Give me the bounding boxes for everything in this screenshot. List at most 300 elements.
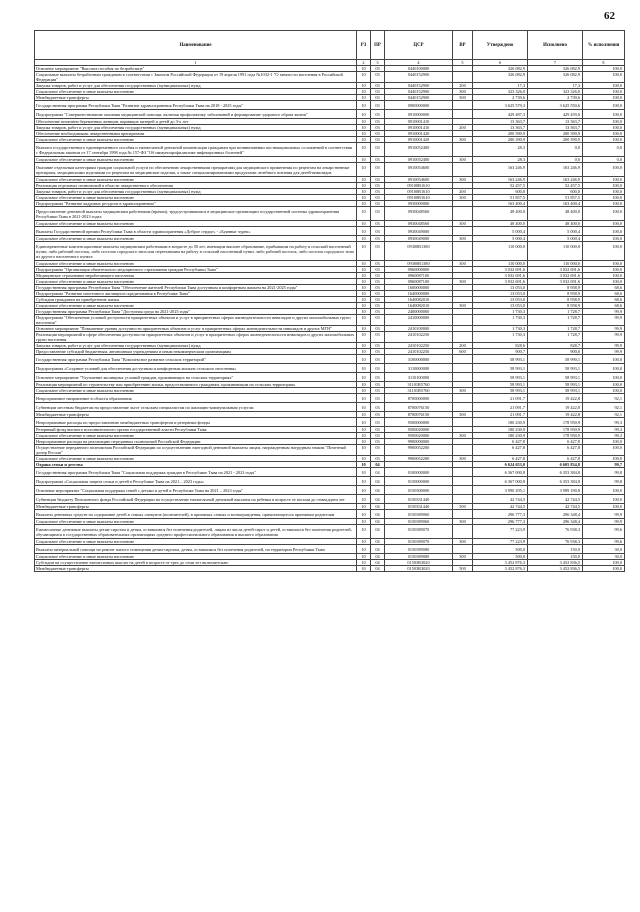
cell-executed: 76 938,3	[528, 525, 583, 539]
cell-name: Ежемесячные денежные выплаты детям-сиротам и детям, оставшимся без попечения родителей, лицам из числа детей-сирот и детей, оставшихся без попечения родителей, обучающимся в государственных образовательных организациях среднего профессионального образования и высшего образования	[35, 525, 357, 539]
cell-vr	[453, 110, 473, 119]
cell-rz: 10	[357, 388, 371, 394]
cell-pr: 03	[371, 279, 385, 285]
cell-rz: 10	[357, 486, 371, 495]
cell-executed: 323 326,0	[528, 89, 583, 95]
cell-percent: 99,6	[583, 539, 625, 545]
cell-executed: 58 993,1	[528, 373, 583, 382]
cell-name: Закупка товаров, работ и услуг для обеспечения государственных (муниципальных) нужд	[35, 83, 357, 89]
cell-pr: 03	[371, 343, 385, 349]
cell-approved: 58 993,1	[473, 373, 528, 382]
cell-name: Государственная программа Республики Тыва "Развитие здравоохранения Республики Тыва на 2018 - 2025 годы"	[35, 101, 357, 110]
cell-approved: 6 624 653,0	[473, 462, 528, 468]
cell-rz: 10	[357, 468, 371, 477]
cell-rz: 10	[357, 539, 371, 545]
col-number: 2	[357, 60, 371, 66]
cell-percent: 100,0	[583, 201, 625, 207]
cell-csr: 3100000000	[385, 355, 453, 364]
cell-vr: 300	[453, 157, 473, 163]
cell-rz: 10	[357, 418, 371, 427]
cell-pr: 03	[371, 388, 385, 394]
table-row	[35, 545, 625, 554]
cell-name: Выплаты материальной помощи на ремонт жилого помещения детям-сиротам, детям, оставшимся без попечения родителей, на территории Республики Тыва	[35, 545, 357, 554]
cell-approved: 52 457,5	[473, 183, 528, 189]
cell-approved: 326 082,9	[473, 66, 528, 72]
cell-executed: 1 728,7	[528, 332, 583, 343]
cell-percent: 100,0	[583, 560, 625, 566]
cell-rz: 10	[357, 510, 371, 519]
cell-vr: 300	[453, 388, 473, 394]
cell-name: Осуществление переданного полномочия Российской Федерации по осуществлению ежегодной денежной выплаты лицам, награжденным нагрудным знаком "Почетный донор России"	[35, 445, 357, 456]
cell-pr: 03	[371, 131, 385, 137]
cell-vr: 300	[453, 554, 473, 560]
cell-percent: 30,0	[583, 545, 625, 554]
cell-csr: 0150389060	[385, 510, 453, 519]
cell-approved: 6 367 000,8	[473, 477, 528, 486]
cell-csr: 2410000000	[385, 315, 453, 326]
cell-pr: 03	[371, 242, 385, 261]
cell-executed: 1 728,7	[528, 326, 583, 332]
cell-rz: 10	[357, 195, 371, 201]
cell-approved: 6 367 000,8	[473, 468, 528, 477]
table-row	[35, 495, 625, 504]
cell-executed: 5 000,4	[528, 236, 583, 242]
cell-approved: 900,7	[473, 349, 528, 355]
cell-csr: 9900052200	[385, 456, 453, 462]
cell-csr: 31101R5760	[385, 388, 453, 394]
cell-pr: 03	[371, 291, 385, 297]
cell-vr: 300	[453, 303, 473, 309]
cell-approved: 600,0	[473, 189, 528, 195]
cell-approved: 200 390,9	[473, 131, 528, 137]
cell-csr: 2410102250	[385, 349, 453, 355]
cell-executed: 2 739,6	[528, 95, 583, 101]
cell-pr: 03	[371, 157, 385, 163]
cell-name: Реализация мероприятий в сфере обеспечения доступности приоритетных объектов и услуг в приоритетных сферах жизнедеятельности инвалидов и других маломобильных групп населения	[35, 332, 357, 343]
cell-vr	[453, 163, 473, 177]
cell-rz: 10	[357, 495, 371, 504]
cell-csr: 1640000000	[385, 291, 453, 297]
cell-approved: 13 053,0	[473, 285, 528, 291]
cell-vr	[453, 545, 473, 554]
cell-approved: 48 400,0	[473, 221, 528, 227]
cell-executed: 51 857,5	[528, 195, 583, 201]
cell-executed: 3 032 691,6	[528, 279, 583, 285]
cell-pr: 03	[371, 427, 385, 433]
cell-percent: 100,0	[583, 267, 625, 273]
cell-executed: 200 390,9	[528, 137, 583, 143]
cell-percent: 0,0	[583, 157, 625, 163]
table-row	[35, 143, 625, 157]
cell-vr: 200	[453, 189, 473, 195]
cell-pr: 03	[371, 445, 385, 456]
cell-rz: 10	[357, 477, 371, 486]
cell-executed: 3 452 836,5	[528, 560, 583, 566]
cell-approved: 326 082,9	[473, 72, 528, 83]
cell-percent: 99,9	[583, 326, 625, 332]
cell-pr: 03	[371, 110, 385, 119]
cell-vr: 500	[453, 412, 473, 418]
cell-csr: 0960087100	[385, 273, 453, 279]
cell-vr	[453, 477, 473, 486]
table-row	[35, 207, 625, 221]
cell-percent: 100,0	[583, 137, 625, 143]
cell-name: Межбюджетные трансферты	[35, 95, 357, 101]
table-row	[35, 101, 625, 110]
cell-percent: 100,0	[583, 195, 625, 201]
table-row	[35, 373, 625, 382]
cell-name: Социальное обеспечение и иные выплаты населению	[35, 456, 357, 462]
cell-name: Подпрограмма «Социальная защита семьи и детей в Республике Тыва на 2021 – 2023 годы»	[35, 477, 357, 486]
cell-name: Социальное обеспечение и иные выплаты населению	[35, 195, 357, 201]
cell-percent: 100,0	[583, 261, 625, 267]
cell-approved: 163 400,4	[473, 201, 528, 207]
table-row	[35, 110, 625, 119]
cell-vr: 200	[453, 83, 473, 89]
cell-rz: 10	[357, 291, 371, 297]
cell-executed: 163 246,9	[528, 177, 583, 183]
cell-percent: 99,7	[583, 462, 625, 468]
cell-approved: 6 427,8	[473, 456, 528, 462]
cell-name: Социальное обеспечение и иные выплаты населению	[35, 388, 357, 394]
cell-pr: 03	[371, 412, 385, 418]
cell-rz: 10	[357, 364, 371, 373]
cell-pr: 03	[371, 83, 385, 89]
cell-percent: 99,3	[583, 418, 625, 427]
cell-executed: 429 459,0	[528, 110, 583, 119]
cell-rz: 10	[357, 227, 371, 236]
cell-csr: 09100R1610	[385, 189, 453, 195]
cell-executed: 42 744,5	[528, 495, 583, 504]
cell-vr: 500	[453, 95, 473, 101]
cell-executed: 200 390,9	[528, 131, 583, 137]
cell-pr: 03	[371, 364, 385, 373]
cell-approved: 58 993,1	[473, 388, 528, 394]
cell-rz: 10	[357, 343, 371, 349]
cell-csr: 0440152900	[385, 95, 453, 101]
table-row	[35, 477, 625, 486]
cell-name: Субсидии на осуществление ежемесячных выплат на детей в возрасте от трех до семи лет включительно	[35, 560, 357, 566]
cell-approved: 13 363,7	[473, 119, 528, 125]
cell-rz: 10	[357, 382, 371, 388]
cell-name: Межбюджетные трансферты	[35, 412, 357, 418]
cell-pr: 03	[371, 267, 385, 273]
cell-name: Социальное обеспечение и иные выплаты населению	[35, 157, 357, 163]
cell-rz: 10	[357, 119, 371, 125]
cell-pr: 03	[371, 201, 385, 207]
cell-csr: 2410102250	[385, 343, 453, 349]
cell-executed: 5 000,4	[528, 227, 583, 236]
cell-pr: 03	[371, 189, 385, 195]
col-number: 8	[583, 60, 625, 66]
cell-approved: 296 777,3	[473, 510, 528, 519]
cell-pr: 04	[371, 510, 385, 519]
cell-pr: 03	[371, 349, 385, 355]
cell-percent: 100,0	[583, 242, 625, 261]
cell-pr: 03	[371, 227, 385, 236]
table-row	[35, 403, 625, 412]
cell-rz: 10	[357, 504, 371, 510]
cell-executed: 58 990,1	[528, 355, 583, 364]
cell-approved: 58 993,1	[473, 355, 528, 364]
cell-csr: 09100R1610	[385, 183, 453, 189]
cell-name: Обеспечение необходимыми лекарственными препаратами	[35, 131, 357, 137]
cell-csr: 0150389060	[385, 519, 453, 525]
cell-executed: 110 000,0	[528, 242, 583, 261]
cell-name: Социальные выплаты безработным гражданам в соответствии с Законом Российской Федерации от 19 апреля 1991 года №1032-1 "О занятости населения в Российской Федерации"	[35, 72, 357, 83]
cell-vr	[453, 143, 473, 157]
cell-pr: 03	[371, 315, 385, 326]
cell-name: Социальное обеспечение и иные выплаты населению	[35, 177, 357, 183]
cell-executed: 600,0	[528, 189, 583, 195]
cell-pr: 03	[371, 143, 385, 157]
cell-rz: 10	[357, 554, 371, 560]
cell-rz: 10	[357, 519, 371, 525]
cell-pr: 03	[371, 236, 385, 242]
cell-executed: 3 625 550,6	[528, 101, 583, 110]
cell-pr: 04	[371, 495, 385, 504]
cell-rz: 10	[357, 427, 371, 433]
cell-csr: 8700000000	[385, 394, 453, 403]
cell-name: Подпрограмма "Развитие ипотечного жилищного кредитования в Республике Тыва"	[35, 291, 357, 297]
cell-executed: 76 938,3	[528, 539, 583, 545]
cell-name: Непрограммное направление в области образования	[35, 394, 357, 403]
cell-vr: 300	[453, 177, 473, 183]
cell-name: Межбюджетные трансферты	[35, 566, 357, 572]
cell-rz: 10	[357, 297, 371, 303]
header-percent: % исполнения	[583, 31, 625, 60]
cell-approved: 42 744,5	[473, 495, 528, 504]
cell-percent: 99,3	[583, 427, 625, 433]
header-name: Наименование	[35, 31, 357, 60]
cell-csr: 31101R5760	[385, 382, 453, 388]
table-row	[35, 525, 625, 539]
cell-executed: 150,0	[528, 554, 583, 560]
cell-approved: 180 230,9	[473, 418, 528, 427]
cell-percent: 100,0	[583, 445, 625, 456]
cell-rz: 10	[357, 279, 371, 285]
cell-approved: 6 427,8	[473, 445, 528, 456]
cell-rz: 10	[357, 445, 371, 456]
cell-percent: 100,0	[583, 439, 625, 445]
cell-csr: 1640082010	[385, 297, 453, 303]
cell-approved: 1 730,3	[473, 315, 528, 326]
cell-percent: 100,0	[583, 177, 625, 183]
cell-pr: 03	[371, 394, 385, 403]
cell-rz: 10	[357, 456, 371, 462]
cell-pr: 03	[371, 66, 385, 72]
cell-rz: 10	[357, 373, 371, 382]
cell-rz: 10	[357, 207, 371, 221]
cell-name: Государственная программа Республики Тыва "Комплексное развитие сельских территорий"	[35, 355, 357, 364]
cell-percent: 100,0	[583, 110, 625, 119]
cell-csr: 1600000000	[385, 285, 453, 291]
cell-approved: 77 223,9	[473, 525, 528, 539]
cell-executed: 42 744,5	[528, 504, 583, 510]
cell-csr: 0150331440	[385, 495, 453, 504]
table-row	[35, 315, 625, 326]
cell-vr: 300	[453, 261, 473, 267]
cell-name: Закупка товаров, работ и услуг для обеспечения государственных (муниципальных) нужд	[35, 343, 357, 349]
cell-rz: 10	[357, 183, 371, 189]
cell-name: Выплата государственного единовременного пособия и ежемесячной денежной компенсации гражданам при возникновении поствакцинальных осложнений в соответствии с Федеральным законом от 17 сентября 1998 года № 157-ФЗ "Об иммунопрофилактике инфекционных болезней"	[35, 143, 357, 157]
cell-executed: 17,3	[528, 83, 583, 89]
cell-executed: 52 457,5	[528, 183, 583, 189]
cell-executed: 58 993,1	[528, 382, 583, 388]
cell-approved: 1 730,3	[473, 326, 528, 332]
cell-vr: 300	[453, 433, 473, 439]
cell-pr: 03	[371, 303, 385, 309]
cell-rz: 10	[357, 189, 371, 195]
cell-rz: 10	[357, 394, 371, 403]
cell-percent: 100,0	[583, 72, 625, 83]
cell-percent: 99,8	[583, 468, 625, 477]
table-row	[35, 486, 625, 495]
cell-percent: 100,0	[583, 566, 625, 572]
cell-approved: 3 625 579,3	[473, 101, 528, 110]
cell-name: Выплаты денежных средств на содержание детей в семьях опекунов (попечителей), в приемных семьях и вознаграждения, причитающегося приемным родителям	[35, 510, 357, 519]
cell-percent: 99,9	[583, 519, 625, 525]
cell-approved: 42 744,5	[473, 504, 528, 510]
cell-rz: 10	[357, 412, 371, 418]
cell-csr: 9500020000	[385, 433, 453, 439]
cell-percent: 100,0	[583, 504, 625, 510]
cell-name: Медицинское страхование неработающего населения	[35, 273, 357, 279]
cell-executed: 19 422,8	[528, 403, 583, 412]
cell-percent: 100,0	[583, 364, 625, 373]
cell-name: Предоставление денежной выплаты медицинским работникам (врачам), трудоустроившимся в медицинские организации государственной системы здравоохранения Республики Тыва в 2021-2023 годах	[35, 207, 357, 221]
cell-rz: 10	[357, 157, 371, 163]
cell-approved: 5 000,4	[473, 236, 528, 242]
cell-pr: 03	[371, 177, 385, 183]
cell-csr: 8700076150	[385, 403, 453, 412]
cell-pr: 03	[371, 95, 385, 101]
cell-executed: 296 348,4	[528, 510, 583, 519]
cell-approved: 51 857,5	[473, 195, 528, 201]
cell-executed: 48 400,0	[528, 207, 583, 221]
cell-percent: 68,6	[583, 285, 625, 291]
cell-csr: 0930049000	[385, 236, 453, 242]
cell-csr: 0910001410	[385, 119, 453, 125]
cell-vr: 200	[453, 125, 473, 131]
cell-pr: 04	[371, 545, 385, 554]
cell-pr: 03	[371, 309, 385, 315]
cell-executed: 0,0	[528, 157, 583, 163]
col-number: 5	[453, 60, 473, 66]
cell-vr	[453, 227, 473, 236]
cell-executed: 296 348,4	[528, 519, 583, 525]
cell-vr	[453, 101, 473, 110]
cell-pr: 03	[371, 183, 385, 189]
cell-approved: 323 326,0	[473, 89, 528, 95]
cell-vr: 300	[453, 519, 473, 525]
cell-vr	[453, 315, 473, 326]
cell-vr	[453, 403, 473, 412]
cell-pr: 03	[371, 433, 385, 439]
cell-rz: 10	[357, 525, 371, 539]
cell-percent: 100,0	[583, 382, 625, 388]
cell-pr: 04	[371, 477, 385, 486]
cell-rz: 10	[357, 163, 371, 177]
cell-percent: 68,6	[583, 303, 625, 309]
cell-rz: 10	[357, 267, 371, 273]
cell-rz: 10	[357, 95, 371, 101]
cell-executed: 13 363,7	[528, 125, 583, 131]
table-row	[35, 364, 625, 373]
col-number: 7	[528, 60, 583, 66]
cell-approved: 3 452 876,3	[473, 560, 528, 566]
cell-approved: 1 730,3	[473, 332, 528, 343]
table-row	[35, 355, 625, 364]
cell-csr: 0150300000	[385, 486, 453, 495]
cell-vr	[453, 510, 473, 519]
table-row	[35, 418, 625, 427]
cell-pr: 04	[371, 504, 385, 510]
cell-approved: 3 032 691,6	[473, 273, 528, 279]
cell-csr: 09300R1380	[385, 261, 453, 267]
cell-pr: 03	[371, 163, 385, 177]
cell-percent: 92,1	[583, 403, 625, 412]
cell-approved: 500,0	[473, 554, 528, 560]
cell-pr: 03	[371, 72, 385, 83]
cell-executed: 3 989 190,8	[528, 486, 583, 495]
cell-executed: 13 363,7	[528, 119, 583, 125]
cell-csr: 9500020000	[385, 427, 453, 433]
cell-approved: 200 390,9	[473, 137, 528, 143]
cell-executed: 8 958,9	[528, 291, 583, 297]
cell-pr: 04	[371, 519, 385, 525]
cell-percent: 68,6	[583, 297, 625, 303]
cell-name: Основные мероприятие "Социальная поддержка семей с детьми и детей в Республике Тыва на 2021 – 2023 годы"	[35, 486, 357, 495]
cell-percent: 100,0	[583, 279, 625, 285]
cell-pr: 03	[371, 382, 385, 388]
cell-executed: 900,0	[528, 349, 583, 355]
cell-pr: 03	[371, 403, 385, 412]
cell-csr: 0910001420	[385, 131, 453, 137]
col-number: 1	[35, 60, 357, 66]
cell-csr: 1640082010	[385, 303, 453, 309]
cell-csr: 09100R1610	[385, 195, 453, 201]
cell-vr: 600	[453, 349, 473, 355]
cell-pr: 04	[371, 560, 385, 566]
cell-executed: 110 000,0	[528, 261, 583, 267]
cell-pr: 03	[371, 221, 385, 227]
cell-rz: 10	[357, 273, 371, 279]
cell-percent: 100,0	[583, 373, 625, 382]
cell-rz: 10	[357, 332, 371, 343]
cell-name: Межбюджетные трансферты	[35, 504, 357, 510]
cell-executed: 6 427,8	[528, 439, 583, 445]
cell-percent: 100,0	[583, 189, 625, 195]
cell-pr: 03	[371, 439, 385, 445]
cell-csr: 0930048560	[385, 221, 453, 227]
cell-name: Основное мероприятие "Выплата пособия по безработице"	[35, 66, 357, 72]
cell-approved: 21 091,7	[473, 394, 528, 403]
cell-pr: 03	[371, 195, 385, 201]
cell-name: Социальное обеспечение и иные выплаты населению	[35, 236, 357, 242]
cell-csr: 0150389070	[385, 525, 453, 539]
cell-percent: 100,0	[583, 89, 625, 95]
cell-approved: 28,3	[473, 157, 528, 163]
cell-vr	[453, 486, 473, 495]
cell-csr: 0910052400	[385, 157, 453, 163]
cell-rz: 10	[357, 110, 371, 119]
cell-rz: 10	[357, 433, 371, 439]
cell-approved: 17,3	[473, 83, 528, 89]
cell-csr: 0930048560	[385, 207, 453, 221]
cell-csr: 0930049000	[385, 227, 453, 236]
cell-approved: 48 400,0	[473, 207, 528, 221]
